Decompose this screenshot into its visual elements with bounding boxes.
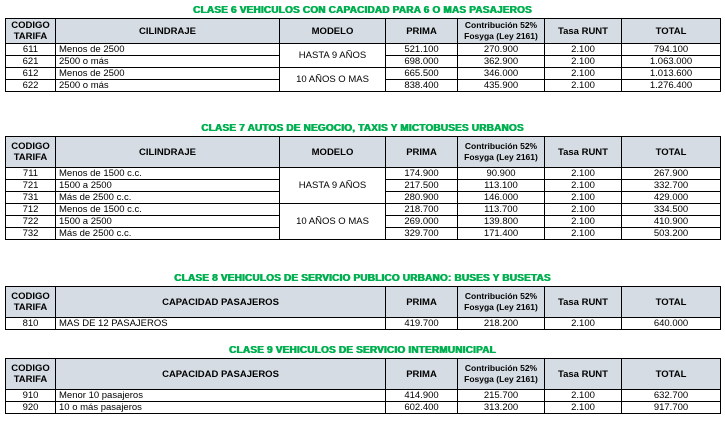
- section-clase-8: [5, 272, 720, 330]
- header-codigo-tarifa: CODIGO TARIFA: [6, 359, 56, 390]
- header-contribucion: Contribución 52% Fosyga (Ley 2161): [458, 359, 545, 390]
- table-row: 910 Menor 10 pasajeros 414.900 215.700 2.100 632.700: [6, 390, 721, 402]
- table-row: 731 Más de 2500 c.c. 280.900 146.000 2.100 429.000: [6, 192, 721, 204]
- section-title: CLASE 6 VEHICULOS CON CAPACIDAD PARA 6 O MAS PASAJEROS: [193, 5, 532, 16]
- table-row: 621 2500 o más 698.000 362.900 2.100 1.063.000: [6, 56, 721, 68]
- header-codigo-tarifa: CODIGO TARIFA: [6, 19, 56, 44]
- header-tasa-runt: Tasa RUNT: [545, 287, 622, 318]
- header-capacidad: CAPACIDAD PASAJEROS: [56, 287, 386, 318]
- header-capacidad: CAPACIDAD PASAJEROS: [56, 359, 386, 390]
- table-row: 711 Menos de 1500 c.c. HASTA 9 AÑOS 174.900 90.900 2.100 267.900: [6, 168, 721, 180]
- header-prima: PRIMA: [386, 19, 458, 44]
- header-modelo: MODELO: [280, 19, 386, 44]
- section-title: CLASE 9 VEHICULOS DE SERVICIO INTERMUNICIPAL: [229, 345, 496, 356]
- header-cilindraje: CILINDRAJE: [56, 19, 280, 44]
- header-prima: PRIMA: [386, 359, 458, 390]
- section-clase-6: [5, 4, 720, 92]
- tariff-table: [5, 286, 721, 330]
- section-clase-9: [5, 344, 720, 414]
- section-title: CLASE 8 VEHICULOS DE SERVICIO PUBLICO URBANO: BUSES Y BUSETAS: [174, 273, 551, 284]
- header-total: TOTAL: [622, 19, 721, 44]
- tariff-table: [5, 18, 721, 92]
- modelo-cell: 10 AÑOS O MAS: [280, 204, 386, 240]
- header-prima: PRIMA: [386, 137, 458, 168]
- table-row: 732 Más de 2500 c.c. 329.700 171.400 2.100 503.200: [6, 228, 721, 240]
- header-tasa-runt: Tasa RUNT: [545, 137, 622, 168]
- header-tasa-runt: Tasa RUNT: [545, 359, 622, 390]
- header-codigo-tarifa: CODIGO TARIFA: [6, 137, 56, 168]
- header-contribucion: Contribución 52% Fosyga (Ley 2161): [458, 287, 545, 318]
- header-codigo-tarifa: CODIGO TARIFA: [6, 287, 56, 318]
- section-clase-7: [5, 122, 720, 240]
- table-row: 622 2500 o más 838.400 435.900 2.100 1.276.400: [6, 80, 721, 92]
- table-row: 611 Menos de 2500 HASTA 9 AÑOS 521.100 270.900 2.100 794.100: [6, 44, 721, 56]
- header-tasa-runt: Tasa RUNT: [545, 19, 622, 44]
- modelo-cell: HASTA 9 AÑOS: [280, 168, 386, 204]
- header-prima: PRIMA: [386, 287, 458, 318]
- header-cilindraje: CILINDRAJE: [56, 137, 280, 168]
- header-total: TOTAL: [622, 137, 721, 168]
- tariff-table: [5, 358, 721, 414]
- tariff-table: [5, 136, 721, 240]
- table-row: 612 Menos de 2500 10 AÑOS O MAS 665.500 346.000 2.100 1.013.600: [6, 68, 721, 80]
- header-total: TOTAL: [622, 287, 721, 318]
- header-contribucion: Contribución 52% Fosyga (Ley 2161): [458, 19, 545, 44]
- header-total: TOTAL: [622, 359, 721, 390]
- table-row: 722 1500 a 2500 269.000 139.800 2.100 410.900: [6, 216, 721, 228]
- section-title: CLASE 7 AUTOS DE NEGOCIO, TAXIS Y MICTOBUSES URBANOS: [201, 123, 524, 134]
- header-contribucion: Contribución 52% Fosyga (Ley 2161): [458, 137, 545, 168]
- header-modelo: MODELO: [280, 137, 386, 168]
- table-row: 810 MAS DE 12 PASAJEROS 419.700 218.200 2.100 640.000: [6, 318, 721, 330]
- modelo-cell: 10 AÑOS O MAS: [280, 68, 386, 92]
- modelo-cell: HASTA 9 AÑOS: [280, 44, 386, 68]
- table-row: 721 1500 a 2500 217.500 113.100 2.100 332.700: [6, 180, 721, 192]
- table-row: 712 Menos de 1500 c.c. 10 AÑOS O MAS 218.700 113.700 2.100 334.500: [6, 204, 721, 216]
- table-row: 920 10 o más pasajeros 602.400 313.200 2.100 917.700: [6, 402, 721, 414]
